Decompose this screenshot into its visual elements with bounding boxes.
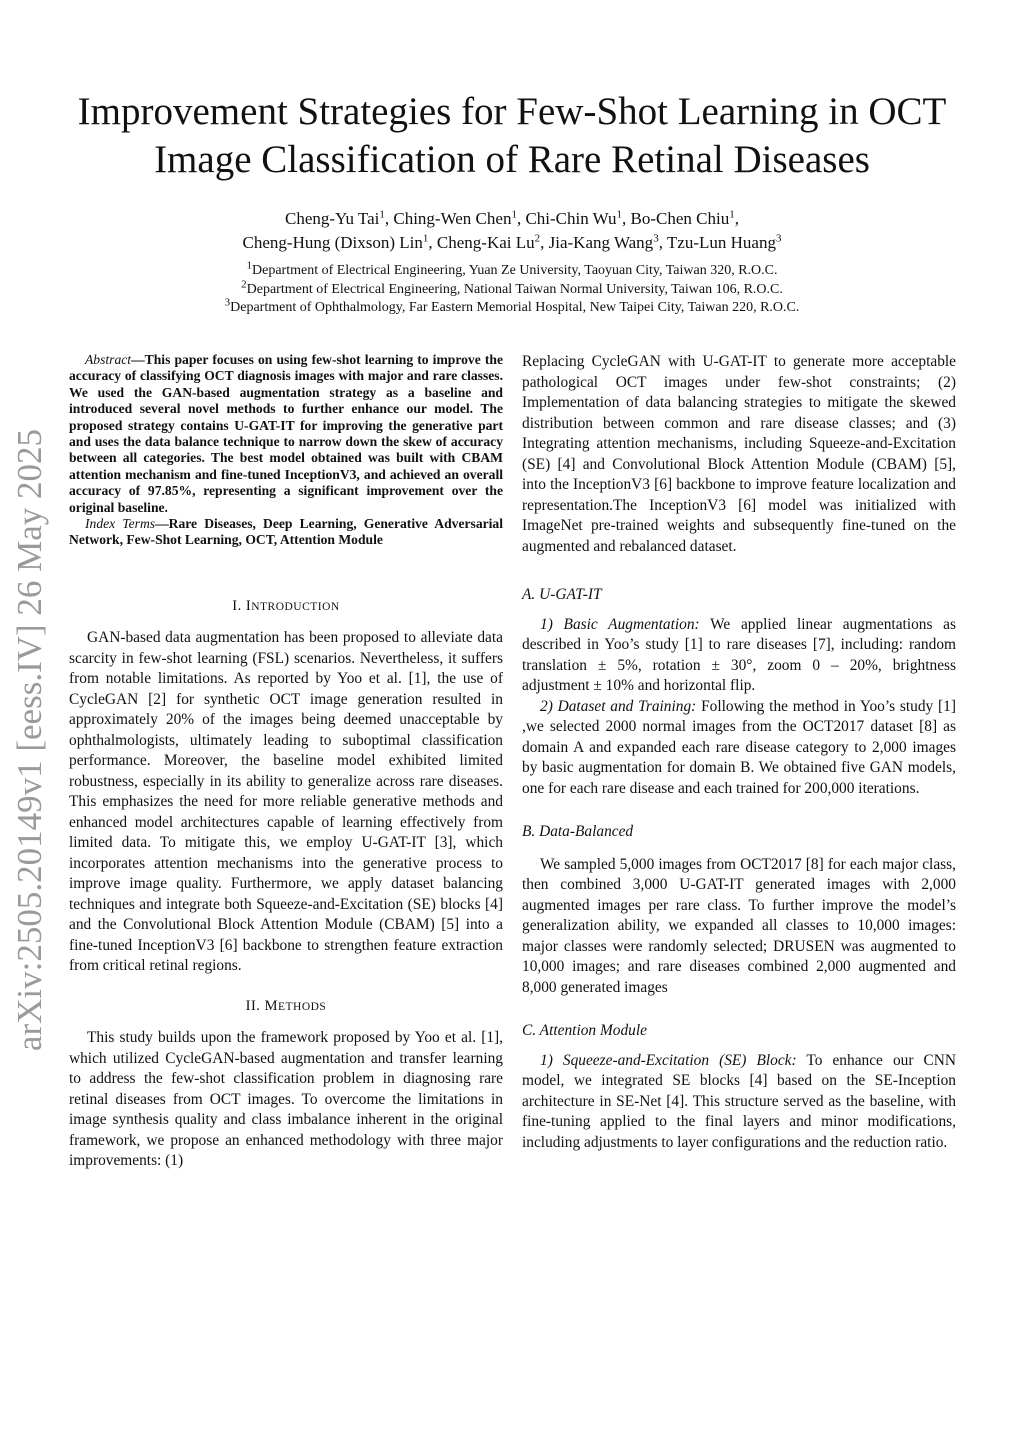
data-balanced-paragraph: We sampled 5,000 images from OCT2017 [8] for each major class, then combined 3,000 U-GAT-IT generated images with 2,000 augmented images per rare class. To further improve the model’s generalization ability, we expanded all classes to 10,000 images: major classes were randomly selected; DRUSEN was augmented to 10,000 images; and rare diseases combined 2,000 augmented and 8,000 generated images [522, 855, 956, 996]
author: Jia-Kang Wang$^3$, [548, 232, 667, 252]
left-column [69, 352, 503, 1172]
subsection-heading-attention-module: C. Attention Module [522, 1022, 647, 1039]
dataset-training-paragraph: 2) Dataset and Training: Following the method in Yoo’s study [1] ,we selected 2000 normal images from the OCT2017 dataset [8] as domain A and expanded each rare disease category to 2,000 images by basic augmentation for domain B. We obtained five GAN models, one for each rare disease and each trained for 200,000 iterations. [522, 697, 956, 797]
paper-title: Improvement Strategies for Few-Shot Learning in OCT Image Classification of Rare Retinal Diseases [77, 90, 947, 181]
section-heading-methods: II. METHODS [245, 997, 327, 1014]
index-terms: Index Terms—Rare Diseases, Deep Learning, Generative Adversarial Network, Few-Shot Learning, OCT, Attention Module [69, 516, 503, 548]
author-line-2 [60, 231, 964, 255]
author: Cheng-Kai Lu$^2$, [436, 232, 549, 252]
arxiv-stamp: arXiv:2505.20149v1 [eess.IV] 26 May 2025 [10, 428, 49, 1052]
introduction-paragraph: GAN-based data augmentation has been proposed to alleviate data scarcity in few-shot learning (FSL) scenarios. Nevertheless, it suffers from notable limitations. As reported by Yoo et al. [1], the use of CycleGAN [2] for synthetic OCT image generation resulted in approximately 20% of the images being deemed unacceptable by ophthalmologists, ultimately leading to suboptimal classification performance. Moreover, the baseline model exhibited limited robustness, especially in its ability to generalize across rare diseases. This emphasizes the need for more reliable generative methods and enhanced model architectures capable of learning effectively from limited data. To mitigate this, we employ U-GAT-IT [3], which incorporates attention mechanisms into the generative process to improve image quality. Furthermore, we apply dataset balancing techniques and integrate both Squeeze-and-Excitation (SE) blocks [4] and the Convolutional Block Attention Module (CBAM) [5] into a fine-tuned InceptionV3 [6] backbone to strengthen feature extraction from critical retinal regions. [69, 629, 503, 975]
author: Ching-Wen Chen$^1$, [393, 208, 526, 228]
affiliation: $^3$Department of Ophthalmology, Far Eastern Memorial Hospital, New Taipei City, Taiwan 220, R.O.C. [224, 296, 800, 315]
abstract: Abstract—This paper focuses on using few-shot learning to improve the accuracy of classifying OCT diagnosis images with major and rare classes. We used the GAN-based augmentation strategy as a baseline and introduced several novel methods to further enhance our model. The proposed strategy contains U-GAT-IT for improving the generative part and uses the data balance technique to narrow down the skew of accuracy between all categories. The best model obtained was built with CBAM attention mechanism and fine-tuned InceptionV3, and achieved an overall accuracy of 97.85%, representing a significant improvement over the original baseline. [69, 352, 503, 515]
right-column [522, 352, 956, 1153]
author: Chi-Chin Wu$^1$, [525, 208, 631, 228]
methods-paragraph-continued: Replacing CycleGAN with U-GAT-IT to generate more acceptable pathological OCT images under few-shot constraints; (2) Implementation of data balancing strategies to mitigate the skewed distribution between common and rare disease classes; and (3) Integrating attention mechanisms, including Squeeze-and-Excitation (SE) [4] and Convolutional Block Attention Module (CBAM) [5], into the InceptionV3 [6] backbone to improve feature localization and representation.The InceptionV3 [6] model was initialized with ImageNet pre-trained weights and subsequently fine-tuned on the augmented and rebalanced dataset. [522, 353, 956, 555]
author: Cheng-Hung (Dixson) Lin$^1$, [242, 232, 437, 252]
affiliation: $^2$Department of Electrical Engineering, National Taiwan Normal University, Taiwan 106, R.O.C. [241, 277, 783, 297]
author: Bo-Chen Chiu$^1$, [630, 208, 739, 228]
subsection-heading-data-balanced: B. Data-Balanced [522, 823, 634, 840]
author: Tzu-Lun Huang$^3$ [666, 232, 782, 252]
author-list [60, 207, 964, 255]
author: Cheng-Yu Tai$^1$, [285, 208, 394, 228]
methods-paragraph: This study builds upon the framework proposed by Yoo et al. [1], which utilized CycleGAN-based augmentation and transfer learning to address the few-shot classification problem in diagnosing rare retinal diseases from OCT images. To overcome the limitations in image synthesis quality and class imbalance inherent in the original framework, we propose an enhanced methodology with three major improvements: (1) [69, 1029, 503, 1170]
basic-augmentation-paragraph: 1) Basic Augmentation: We applied linear augmentations as described in Yoo’s study [1] to rare diseases [7], including: random translation ± 5%, rotation ± 30°, zoom 0 – 20%, brightness adjustment ± 10% and horizontal flip. [522, 615, 957, 694]
se-block-paragraph: 1) Squeeze-and-Excitation (SE) Block: To enhance our CNN model, we integrated SE blocks [4] based on the SE-Inception architecture in SE-Net [4]. This structure served as the baseline, with fine-tuning applied to the final layers and minor modifications, including adjustments to layer configurations and the reduction ratio. [522, 1051, 956, 1151]
subsection-heading-u-gat-it: A. U-GAT-IT [522, 586, 602, 603]
section-heading-introduction: I. INTRODUCTION [232, 597, 340, 614]
affiliations [60, 259, 964, 318]
affiliation: $^1$Department of Electrical Engineering, Yuan Ze University, Taoyuan City, Taiwan 320, R.O.C. [246, 259, 778, 278]
author-line-1 [60, 207, 964, 231]
